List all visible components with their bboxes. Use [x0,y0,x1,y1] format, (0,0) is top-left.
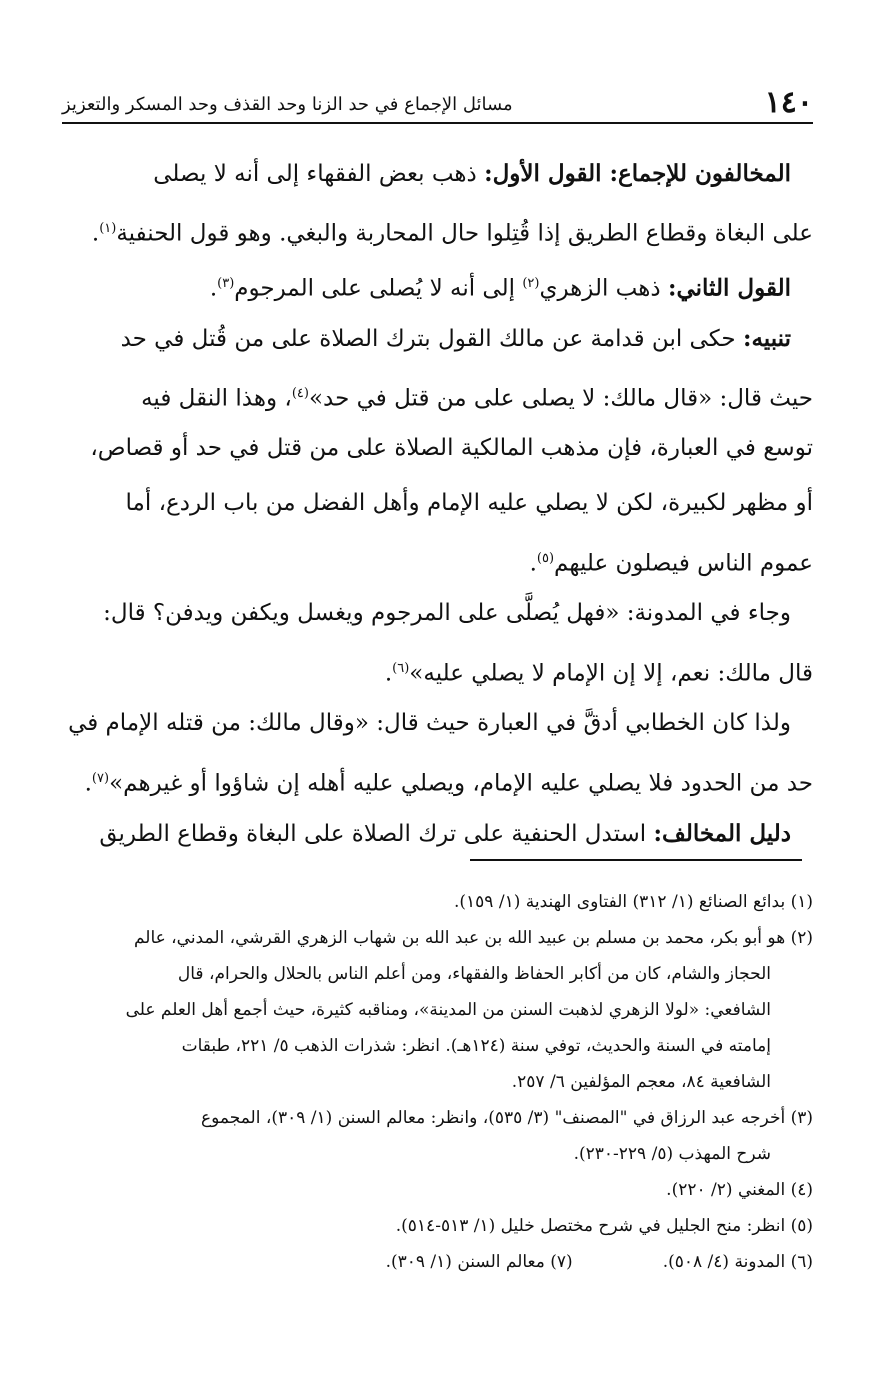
section-heading: دليل المخالف: [653,820,791,847]
footnote-2-cont: الشافعية ٨٤، معجم المؤلفين ٦/ ٢٥٧. [511,1072,771,1092]
text-span: قال مالك: نعم، إلا إن الإمام لا يصلي عليه» [409,660,813,687]
text-line [62,586,813,641]
footnote-2-cont: إمامته في السنة والحديث، توفي سنة (١٢٤هـ). انظر: شذرات الذهب ٥/ ٢٢١، طبقات [181,1036,771,1056]
footnote-2: (٢) هو أبو بكر، محمد بن مسلم بن عبيد الله بن عبد الله بن شهاب الزهري القرشي، المدني، عالم [133,928,813,948]
text-span: . [84,770,92,797]
text-line [62,421,813,476]
footnote-4: (٤) المغني (٢/ ٢٢٠). [666,1180,813,1200]
text-span: أو مظهر لكبيرة، لكن لا يصلي عليه الإمام وأهل الفضل من باب الردع، أما [125,490,813,516]
section-heading: القول الثاني: [667,274,791,302]
footnote-row [62,1244,813,1280]
footnote-ref: (٥) [536,551,555,566]
footnote-ref: (٣) [217,276,235,291]
text-span: حكى ابن قدامة عن مالك القول بترك الصلاة على من قُتل في حد [120,326,743,352]
text-span: . [91,220,100,247]
text-span: حد من الحدود فلا يصلي عليه الإمام، ويصلي عليه أهله إن شاؤوا أو غيرهم» [109,770,813,797]
page-number: ١٤٠ [764,85,813,120]
footnote-3: (٣) أخرجه عبد الرزاق في "المصنف" (٣/ ٥٣٥)، وانظر: معالم السنن (١/ ٣٠٩)، المجموع [200,1108,813,1128]
footnote-6: (٦) المدونة (٤/ ٥٠٨). [662,1252,813,1272]
text-line [62,696,813,751]
footnote-1: (١) بدائع الصنائع (١/ ٣١٢) الفتاوى الهندية (١/ ١٥٩). [453,892,813,912]
footnote-ref: (٢) [522,276,540,291]
footnote-ref: (١) [99,221,117,236]
text-line [62,641,813,696]
text-line [62,146,813,201]
footnote-3-cont: شرح المهذب (٥/ ٢٢٩-٢٣٠). [573,1144,771,1164]
text-line [62,201,813,256]
text-span: ، وهذا النقل فيه [141,385,292,412]
text-line [62,256,813,311]
footnote-7: (٧) معالم السنن (١/ ٣٠٩). [385,1252,573,1272]
footnote-2-cont: الشافعي: «لولا الزهري لذهبت السنن من المدينة»، ومناقبه كثيرة، حيث أجمع أهل العلم على [125,1000,771,1020]
footnotes [62,884,813,1280]
text-span: ولذا كان الخطابي أدقَّ في العبارة حيث قال: «وقال مالك: من قتله الإمام في [68,710,791,736]
footnote-ref: (٧) [91,771,110,786]
page-header [62,80,813,124]
footnote-2-cont: الحجاز والشام، كان من أكابر الحفاظ والفقهاء، ومن أعلم الناس بالحلال والحرام، قال [177,964,771,984]
footnote-5: (٥) انظر: منح الجليل في شرح مختصل خليل (١/ ٥١٣-٥١٤). [395,1216,813,1236]
text-line [62,366,813,421]
text-span: استدل الحنفية على ترك الصلاة على البغاة وقطاع الطريق [99,821,654,847]
text-span: إلى أنه لا يُصلى على المرجوم [234,275,523,302]
text-line [62,311,813,366]
text-span: ذهب بعض الفقهاء إلى أنه لا يصلى [153,161,485,187]
section-heading: المخالفون للإجماع: القول الأول: [484,160,791,187]
section-heading: تنبيه: [742,325,791,352]
text-span: . [529,550,537,577]
running-title: مسائل الإجماع في حد الزنا وحد القذف وحد المسكر والتعزيز [62,94,513,115]
text-span: . [209,275,218,302]
text-span: . [384,660,393,687]
text-line [62,476,813,531]
footnote-ref: (٤) [291,386,309,401]
text-line [62,531,813,586]
text-span: توسع في العبارة، فإن مذهب المالكية الصلاة على من قتل في حد أو قصاص، [90,435,813,461]
text-span: وجاء في المدونة: «فهل يُصلَّى على المرجوم ويغسل ويكفن ويدفن؟ قال: [103,600,791,626]
footnote-separator [470,859,802,861]
text-span: ذهب الزهري [539,275,668,302]
text-line [62,806,813,861]
text-span: على البغاة وقطاع الطريق إذا قُتِلوا حال المحاربة والبغي. وهو قول الحنفية [116,220,813,247]
text-line [62,751,813,806]
text-span: عموم الناس فيصلون عليهم [554,550,813,577]
footnote-ref: (٦) [392,661,410,676]
main-text [62,146,813,861]
text-span: حيث قال: «قال مالك: لا يصلى على من قتل في حد» [308,385,813,412]
